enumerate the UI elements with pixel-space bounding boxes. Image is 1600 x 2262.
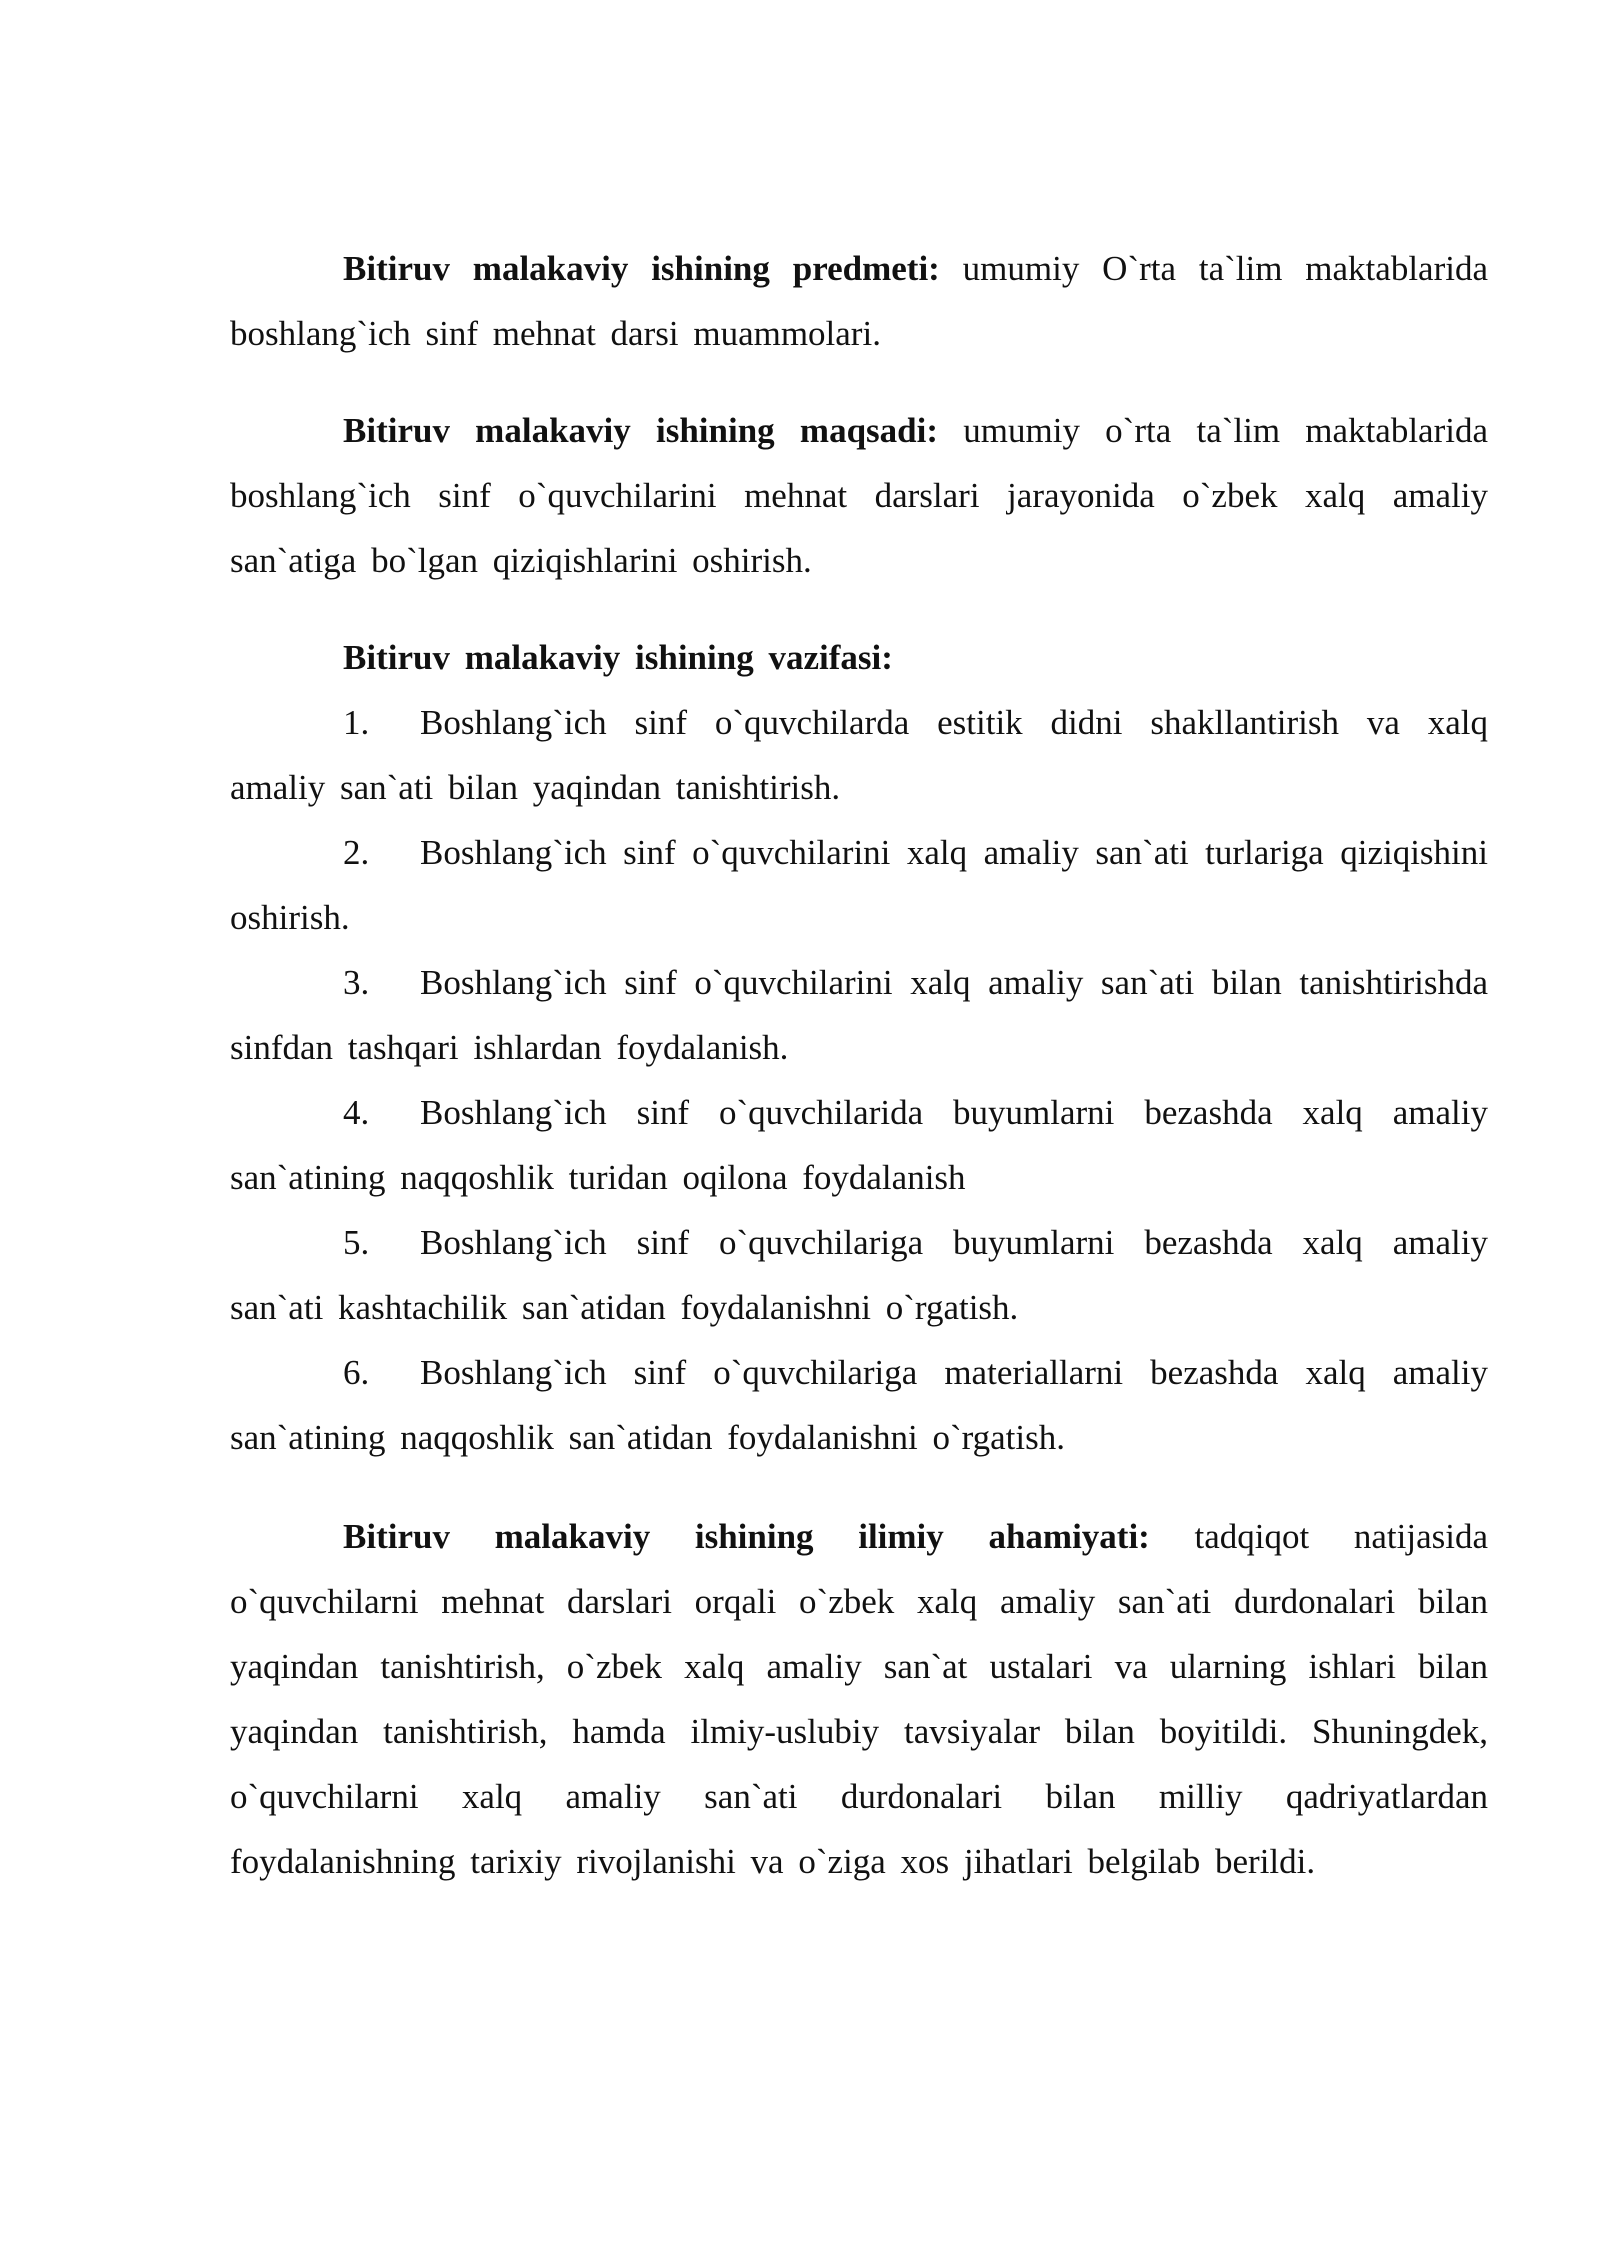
list-item-text: Boshlang`ich sinf o`quvchilariga materiallarni bezashda xalq amaliy san`atining naqqoshlik san`atidan foydalanishni o`rgatish. [230,1353,1488,1457]
document-page [230,236,1488,1894]
list-item-text: Boshlang`ich sinf o`quvchilarida buyumlarni bezashda xalq amaliy san`atining naqqoshlik turidan oqilona foydalanish [230,1093,1488,1197]
list-item [230,1210,1488,1340]
list-item-text: Boshlang`ich sinf o`quvchilariga buyumlarni bezashda xalq amaliy san`ati kashtachilik san`atidan foydalanishni o`rgatish. [230,1223,1488,1327]
list-item-number: 6. [343,1353,370,1392]
ahamiyati-paragraph [230,1504,1488,1894]
vazifasi-heading: Bitiruv malakaviy ishining vazifasi: [343,638,893,677]
predmeti-paragraph [230,236,1488,366]
list-item [230,1080,1488,1210]
ahamiyati-heading: Bitiruv malakaviy ishining ilimiy ahamiyati: [343,1517,1150,1556]
list-item-number: 3. [343,963,370,1002]
list-item-number: 5. [343,1223,370,1262]
maqsadi-paragraph [230,398,1488,593]
predmeti-heading: Bitiruv malakaviy ishining predmeti: [343,249,940,288]
maqsadi-text: umumiy o`rta ta`lim maktablarida boshlang`ich sinf o`quvchilarini mehnat darslari jarayonida o`zbek xalq amaliy san`atiga bo`lgan qiziqishlarini oshirish. [230,411,1489,580]
list-item-number: 1. [343,703,370,742]
predmeti-text: umumiy O`rta ta`lim maktablarida boshlang`ich sinf mehnat darsi muammolari. [230,249,1488,353]
list-item [230,820,1488,950]
list-item [230,690,1488,820]
vazifasi-list [230,690,1488,1470]
list-item-text: Boshlang`ich sinf o`quvchilarini xalq amaliy san`ati turlariga qiziqishini oshirish. [230,833,1488,937]
list-item [230,1340,1488,1470]
maqsadi-heading: Bitiruv malakaviy ishining maqsadi: [343,411,939,450]
list-item [230,950,1488,1080]
ahamiyati-text: tadqiqot natijasida o`quvchilarni mehnat darslari orqali o`zbek xalq amaliy san`ati durdonalari bilan yaqindan tanishtirish, o`zbek xalq amaliy san`at ustalari va ularning ishlari bilan yaqindan tanishtirish, hamda ilmiy-uslubiy tavsiyalar bilan boyitildi. Shuningdek, o`quvchilarni xalq amaliy san`ati durdonalari bilan milliy qadriyatlardan foydalanishning tarixiy rivojlanishi va o`ziga xos jihatlari belgilab berildi. [230,1517,1488,1881]
list-item-text: Boshlang`ich sinf o`quvchilarda estitik didni shakllantirish va xalq amaliy san`ati bilan yaqindan tanishtirish. [230,703,1488,807]
list-item-text: Boshlang`ich sinf o`quvchilarini xalq amaliy san`ati bilan tanishtirishda sinfdan tashqari ishlardan foydalanish. [230,963,1488,1067]
list-item-number: 4. [343,1093,370,1132]
list-item-number: 2. [343,833,370,872]
